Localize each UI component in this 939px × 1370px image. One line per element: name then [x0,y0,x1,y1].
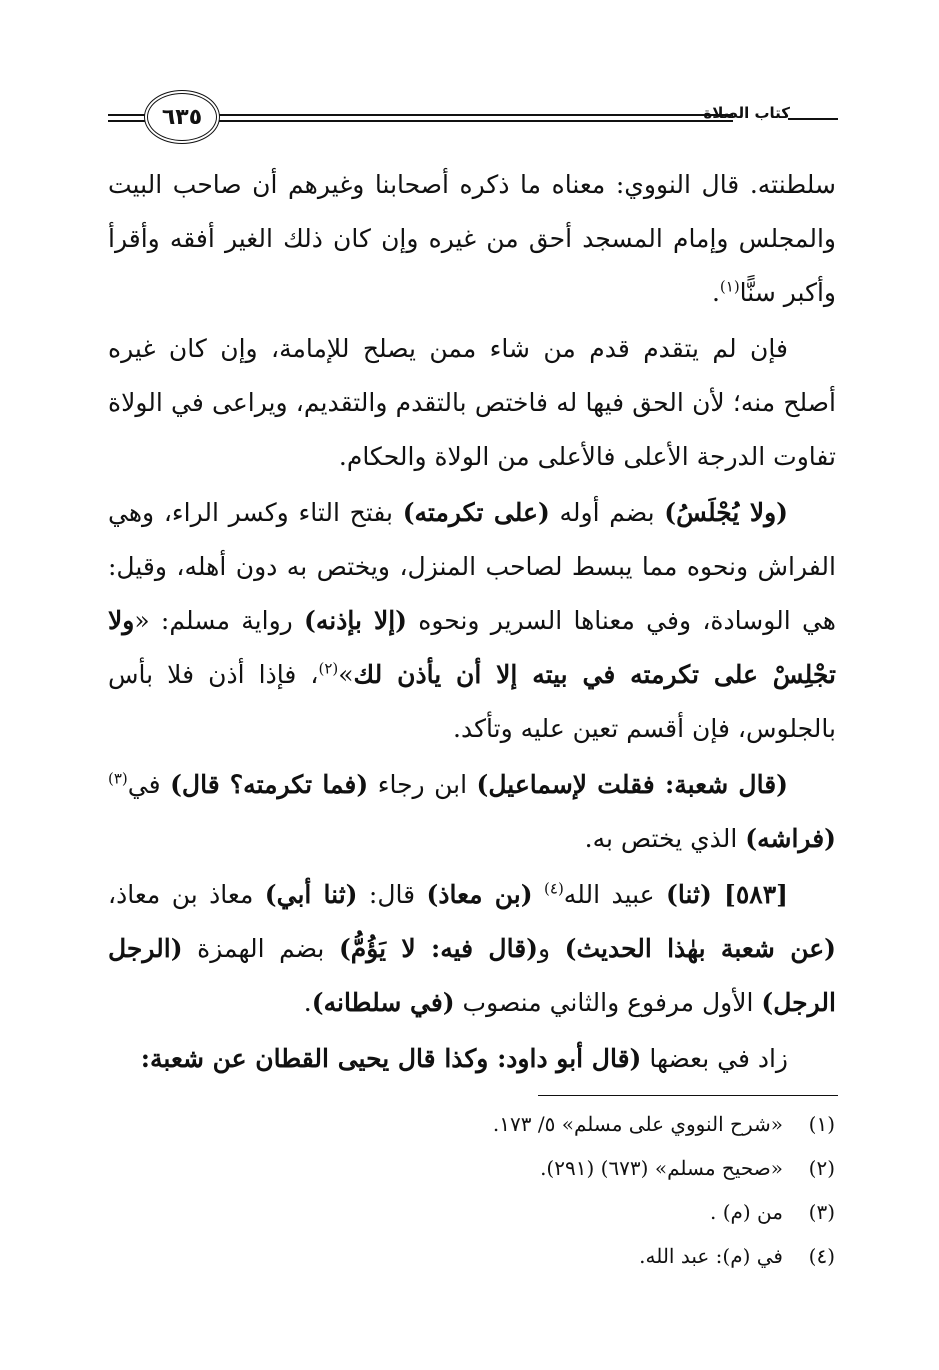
footnote-ref-3: (٣) [108,769,128,788]
footnote-number: (٢) [808,1156,835,1180]
page-number: ٦٣٥ [161,104,203,130]
bold-segment: (الرجل الرجل) [108,934,836,1017]
text-segment: بفتح التاء وكسر الراء، وهي الفراش ونحوه مما يبسط لصاحب المنزل، ويختص به دون أهله، وقيل: هي الوسادة، وفي معناها السرير ونحوه [108,498,836,635]
footnote-text: من (م) . [710,1200,783,1224]
bold-segment: (ولا يُجْلَسُ) [664,498,788,527]
bold-segment: (عن شعبة بهٰذا الحديث) [564,934,836,963]
text-segment: بضم الهمزة [182,934,339,963]
bold-segment: (في سلطانه) [311,988,455,1017]
footnote-4 [380,1234,835,1278]
footnotes [380,1102,835,1278]
text-segment: قال: [357,880,427,909]
footnote-ref-1: (١) [719,277,740,296]
text-segment: ابن رجاء [368,770,477,799]
paragraph-4 [108,758,836,866]
footnote-number: (٣) [808,1200,835,1224]
page-header [108,88,838,148]
text-segment: زاد في بعضها [641,1044,788,1073]
bold-segment: ولا تجْلِسْ على تكرمته في بيته إلا أن يأذن لك [108,606,836,689]
text-segment: معاذ بن معاذ، [108,880,265,909]
header-rule-far-right [788,118,838,122]
footnote-number: (١) [808,1112,835,1136]
footnote-ref-4: (٤) [544,879,564,898]
text-segment: الذي يختص به. [584,824,746,853]
text-segment: ، فإذا أذن فلا بأس بالجلوس، فإن أقسم تعين عليه وتأكد. [108,660,836,743]
text-segment: في [127,770,171,799]
text-segment: . [711,278,720,307]
text-segment: عبيد الله [563,880,667,909]
bold-segment: (بن معاذ) [426,880,533,909]
footnote-1 [380,1102,835,1146]
paragraph-6 [108,1032,836,1086]
text-segment: . [303,988,312,1017]
bold-segment: (فما تكرمته؟ قال) [170,770,369,799]
bold-segment: (قال فيه: لا يَؤُمُّ) [338,934,538,963]
paragraph-3 [108,486,836,756]
footnote-2 [380,1146,835,1190]
text-segment: رواية مسلم: « [134,606,305,635]
text-segment [533,880,544,909]
text-segment: سلطنته. قال النووي: معناه ما ذكره أصحابنا وغيرهم أن صاحب البيت والمجلس وإمام المسجد أحق من غيره وإن كان ذلك الغير أفقه وأقرأ وأكبر سنًّا [108,170,836,307]
footnote-separator [538,1095,838,1096]
bold-segment: (إلا بإذنه) [304,606,407,635]
bold-segment: (على تكرمته) [402,498,550,527]
body-text [108,158,836,1086]
bold-segment: (ثنا أبي) [264,880,358,909]
footnote-text: «صحيح مسلم» (٦٧٣) (٢٩١). [540,1156,783,1180]
footnote-number: (٤) [808,1244,835,1268]
bold-segment: (قال أبو داود: وكذا قال يحيى القطان عن شعبة: [140,1044,642,1073]
footnote-text: في (م): عبد الله. [639,1244,783,1268]
text-segment: بضم أوله [549,498,665,527]
text-segment: الأول مرفوع والثاني منصوب [454,988,762,1017]
text-segment: فإن لم يتقدم قدم من شاء ممن يصلح للإمامة، وإن كان غيره أصلح منه؛ لأن الحق فيها له فاختص بالتقدم والتقديم، ويراعى في الولاة تفاوت الدرجة الأعلى فالأعلى من الولاة والحكام. [108,334,836,471]
footnote-ref-2: (٢) [318,659,339,678]
text-segment: » [338,660,354,689]
footnote-3 [380,1190,835,1234]
bold-segment: (فراشه) [745,824,836,853]
paragraph-1 [108,158,836,320]
paragraph-5 [108,868,836,1030]
header-rule-right [213,114,733,122]
bold-segment: [٥٨٣] (ثنا) [666,880,788,909]
bold-segment: (قال شعبة: فقلت لإسماعيل) [476,770,788,799]
page-number-oval [144,90,220,144]
footnote-text: «شرح النووي على مسلم» ٥/ ١٧٣. [492,1112,783,1136]
paragraph-2 [108,322,836,484]
running-title: كتاب الصلاة [703,104,790,122]
text-segment: و [537,934,565,963]
